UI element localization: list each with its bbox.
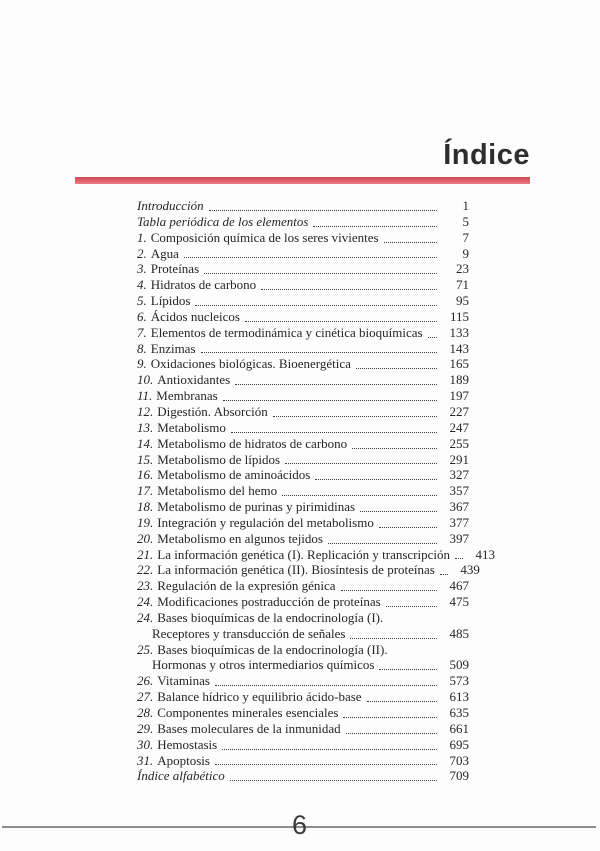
chapter-number: 16. bbox=[137, 467, 154, 483]
dot-leader bbox=[379, 669, 437, 670]
dot-leader bbox=[230, 780, 437, 781]
page-number: 143 bbox=[449, 340, 469, 356]
chapter-number: 6. bbox=[137, 308, 147, 324]
page-number: 367 bbox=[449, 499, 469, 515]
page-number: 71 bbox=[456, 277, 469, 293]
chapter-number: 11. bbox=[137, 388, 153, 404]
dot-leader bbox=[235, 384, 437, 385]
page-number: 95 bbox=[456, 293, 469, 309]
dot-leader bbox=[231, 432, 437, 433]
toc-entry bbox=[137, 467, 469, 483]
chapter-title: Metabolismo en algunos tejidos bbox=[157, 530, 323, 546]
chapter-number: 15. bbox=[137, 451, 154, 467]
page-number: 189 bbox=[449, 372, 469, 388]
chapter-title: Introducción bbox=[137, 198, 204, 213]
toc-entry bbox=[137, 689, 469, 705]
chapter-title: Membranas bbox=[156, 388, 218, 404]
dot-leader bbox=[328, 543, 437, 544]
chapter-title: Metabolismo de hidratos de carbono bbox=[157, 435, 348, 451]
chapter-number: 28. bbox=[137, 705, 154, 720]
toc-entry bbox=[137, 610, 469, 626]
chapter-title: Apoptosis bbox=[157, 752, 210, 768]
page-number: 709 bbox=[449, 768, 469, 784]
chapter-title: Ácidos nucleicos bbox=[150, 308, 240, 324]
page-number: 475 bbox=[449, 594, 469, 610]
toc-entry bbox=[137, 293, 469, 309]
dot-leader bbox=[282, 495, 437, 496]
page-number: 397 bbox=[449, 530, 469, 546]
toc-entry bbox=[137, 721, 469, 737]
toc-entry bbox=[137, 642, 469, 658]
chapter-title: Integración y regulación del metabolismo bbox=[157, 514, 374, 530]
page-number: 291 bbox=[449, 451, 469, 467]
toc-entry bbox=[137, 594, 469, 610]
chapter-number: 27. bbox=[137, 689, 154, 705]
page-number: 165 bbox=[449, 356, 469, 372]
dot-leader bbox=[222, 749, 437, 750]
page-number: 133 bbox=[449, 324, 469, 340]
dot-leader bbox=[245, 321, 437, 322]
page-number: 227 bbox=[449, 403, 469, 419]
page-number: 5 bbox=[462, 213, 469, 229]
toc-entry bbox=[137, 546, 495, 563]
dot-leader bbox=[184, 257, 437, 258]
toc-entry bbox=[137, 309, 469, 325]
chapter-number: 1. bbox=[137, 229, 147, 245]
chapter-title: Modificaciones postraducción de proteínas bbox=[157, 594, 381, 610]
chapter-title: Vitaminas bbox=[157, 673, 210, 689]
toc-entry bbox=[137, 452, 469, 468]
dot-leader bbox=[215, 764, 437, 765]
page-number: 9 bbox=[462, 245, 469, 261]
chapter-number: 10. bbox=[137, 372, 154, 388]
chapter-title: Hidratos de carbono bbox=[150, 277, 257, 293]
chapter-title: Metabolismo de aminoácidos bbox=[157, 467, 311, 483]
toc-entry bbox=[137, 230, 469, 246]
page-number: 7 bbox=[462, 229, 469, 245]
title-accent-rule bbox=[75, 177, 530, 184]
chapter-number: 24. bbox=[137, 594, 154, 610]
dot-leader bbox=[315, 479, 437, 480]
page-number: 23 bbox=[456, 261, 469, 277]
chapter-title: Bases bioquímicas de la endocrinología (I). bbox=[157, 609, 384, 625]
chapter-title: Bases moleculares de la inmunidad bbox=[157, 720, 341, 736]
page-number: 1 bbox=[462, 198, 469, 213]
chapter-title: Oxidaciones biológicas. Bioenergética bbox=[150, 356, 351, 372]
dot-leader bbox=[356, 368, 437, 369]
chapter-number: 20. bbox=[137, 530, 154, 546]
page-number: 467 bbox=[449, 578, 469, 594]
chapter-number: 26. bbox=[137, 673, 154, 689]
page-number: 485 bbox=[449, 625, 469, 641]
toc-entry bbox=[137, 420, 469, 436]
toc-entry bbox=[137, 483, 469, 499]
page-title: Índice bbox=[443, 139, 530, 171]
dot-leader bbox=[195, 305, 437, 306]
toc-entry bbox=[137, 246, 469, 262]
toc-entry bbox=[137, 673, 469, 689]
chapter-title: Antioxidantes bbox=[157, 372, 231, 388]
page-number: 413 bbox=[475, 546, 495, 562]
chapter-title: Metabolismo del hemo bbox=[157, 483, 278, 499]
chapter-number: 13. bbox=[137, 419, 154, 435]
chapter-number: 7. bbox=[137, 324, 147, 340]
table-of-contents bbox=[137, 198, 495, 784]
dot-leader bbox=[428, 337, 437, 338]
chapter-number: 8. bbox=[137, 340, 147, 356]
chapter-number: 24. bbox=[137, 609, 154, 625]
page-number: 635 bbox=[449, 705, 469, 720]
dot-leader bbox=[350, 638, 437, 639]
toc-entry bbox=[137, 737, 469, 753]
dot-leader bbox=[379, 527, 437, 528]
chapter-number: 18. bbox=[137, 499, 154, 515]
chapter-title: Metabolismo de purinas y pirimidinas bbox=[157, 499, 356, 515]
chapter-number: 21. bbox=[137, 546, 154, 562]
chapter-title: La información genética (II). Biosíntesis de proteínas bbox=[157, 562, 435, 578]
chapter-title: Componentes minerales esenciales bbox=[157, 705, 339, 720]
chapter-title: Elementos de termodinámica y cinética bioquímicas bbox=[150, 324, 423, 340]
chapter-number: 29. bbox=[137, 720, 154, 736]
dot-leader bbox=[352, 448, 437, 449]
page-number: 439 bbox=[460, 562, 480, 578]
chapter-number: 25. bbox=[137, 641, 154, 657]
toc-entry bbox=[137, 578, 469, 594]
page-number: 247 bbox=[449, 419, 469, 435]
dot-leader bbox=[367, 701, 437, 702]
chapter-title: Índice alfabético bbox=[137, 768, 225, 784]
toc-entry bbox=[137, 753, 469, 769]
chapter-title: La información genética (I). Replicación y transcripción bbox=[157, 546, 450, 562]
dot-leader bbox=[343, 717, 437, 718]
page-number: 197 bbox=[449, 388, 469, 404]
chapter-subtitle: Receptores y transducción de señales bbox=[152, 625, 346, 641]
chapter-title: Regulación de la expresión génica bbox=[157, 578, 336, 594]
toc-entry bbox=[137, 562, 480, 578]
dot-leader bbox=[384, 242, 437, 243]
dot-leader bbox=[209, 210, 437, 211]
toc-entry bbox=[137, 768, 469, 784]
dot-leader bbox=[360, 511, 437, 512]
chapter-number: 31. bbox=[137, 752, 154, 768]
chapter-title: Metabolismo bbox=[157, 419, 226, 435]
toc-entry bbox=[137, 341, 469, 357]
toc-entry bbox=[137, 404, 469, 420]
dot-leader bbox=[440, 574, 448, 575]
toc-entry bbox=[137, 388, 469, 404]
dot-leader bbox=[273, 416, 437, 417]
dot-leader bbox=[215, 685, 437, 686]
page-number: 509 bbox=[449, 657, 469, 673]
toc-entry bbox=[137, 356, 469, 372]
dot-leader bbox=[341, 590, 437, 591]
chapter-number: 30. bbox=[137, 736, 154, 752]
dot-leader bbox=[201, 352, 437, 353]
toc-entry bbox=[137, 372, 469, 388]
dot-leader bbox=[223, 400, 437, 401]
toc-entry bbox=[137, 261, 469, 277]
toc-entry-continuation bbox=[137, 657, 469, 673]
dot-leader bbox=[204, 273, 437, 274]
chapter-title: Lípidos bbox=[150, 293, 191, 309]
chapter-number: 14. bbox=[137, 435, 154, 451]
toc-entry bbox=[137, 436, 469, 452]
chapter-title: Agua bbox=[150, 245, 179, 261]
dot-leader bbox=[386, 606, 437, 607]
toc-entry bbox=[137, 705, 469, 721]
chapter-subtitle: Hormonas y otros intermediarios químicos bbox=[152, 657, 375, 673]
chapter-title: Proteínas bbox=[150, 261, 200, 277]
chapter-number: 5. bbox=[137, 293, 147, 309]
chapter-number: 2. bbox=[137, 245, 147, 261]
chapter-number: 9. bbox=[137, 356, 147, 372]
toc-entry bbox=[137, 198, 469, 214]
page-number: 613 bbox=[449, 689, 469, 705]
page-number: 377 bbox=[449, 514, 469, 530]
toc-entry bbox=[137, 214, 469, 230]
page-number: 573 bbox=[449, 673, 469, 689]
page-number: 661 bbox=[449, 720, 469, 736]
chapter-number: 3. bbox=[137, 261, 147, 277]
chapter-number: 23. bbox=[137, 578, 154, 594]
toc-entry bbox=[137, 325, 469, 341]
chapter-number: 17. bbox=[137, 483, 154, 499]
chapter-number: 12. bbox=[137, 403, 154, 419]
dot-leader bbox=[346, 733, 437, 734]
chapter-number: 22. bbox=[137, 562, 154, 578]
toc-entry bbox=[137, 515, 469, 531]
toc-entry bbox=[137, 499, 469, 515]
page-number: 115 bbox=[449, 308, 469, 324]
page-number: 357 bbox=[449, 483, 469, 499]
chapter-title: Composición química de los seres vivientes bbox=[150, 229, 379, 245]
page-number: 255 bbox=[449, 435, 469, 451]
chapter-title: Enzimas bbox=[150, 340, 196, 356]
page-number: 703 bbox=[449, 752, 469, 768]
chapter-title: Metabolismo de lípidos bbox=[157, 451, 281, 467]
toc-entry bbox=[137, 277, 469, 293]
page-number: 695 bbox=[449, 736, 469, 752]
page-number: 327 bbox=[449, 467, 469, 483]
chapter-title: Balance hídrico y equilibrio ácido-base bbox=[157, 689, 362, 705]
dot-leader bbox=[313, 226, 437, 227]
chapter-title: Digestión. Absorción bbox=[157, 403, 268, 419]
dot-leader bbox=[455, 558, 463, 559]
toc-entry-continuation bbox=[137, 626, 469, 642]
dot-leader bbox=[285, 463, 437, 464]
chapter-title: Hemostasis bbox=[157, 736, 218, 752]
chapter-title: Bases bioquímicas de la endocrinología (II). bbox=[157, 641, 388, 657]
chapter-title: Tabla periódica de los elementos bbox=[137, 213, 309, 229]
chapter-number: 19. bbox=[137, 514, 154, 530]
dot-leader bbox=[261, 289, 437, 290]
chapter-number: 4. bbox=[137, 277, 147, 293]
footer-page-number: 6 bbox=[291, 810, 309, 840]
toc-entry bbox=[137, 531, 469, 547]
